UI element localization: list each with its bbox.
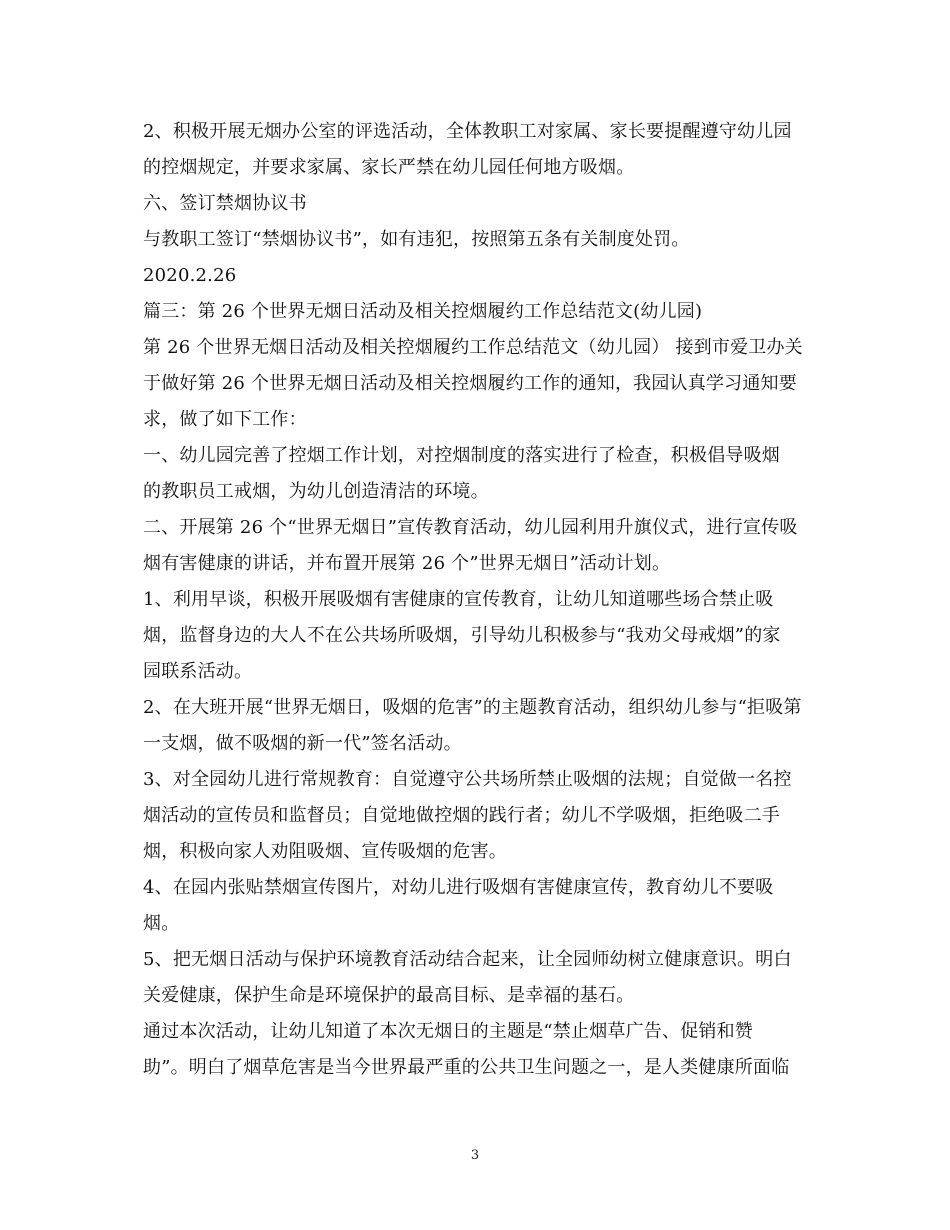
text-line-8: 于做好第 26 个世界无烟日活动及相关控烟履约工作的通知，我园认真学习通知要 xyxy=(143,373,797,394)
text-line-14: 1、利用早谈，积极开展吸烟有害健康的宣传教育，让幼儿知道哪些场合禁止吸 xyxy=(143,589,774,610)
date-line: 2020.2.26 xyxy=(143,265,237,286)
text-line-18: 一支烟，做不吸烟的新一代”签名活动。 xyxy=(143,733,462,754)
text-line-16: 园联系活动。 xyxy=(143,661,253,682)
text-line-7: 第 26 个世界无烟日活动及相关控烟履约工作总结范文（幼儿园） 接到市爱卫办关 xyxy=(143,337,803,358)
text-line-26: 通过本次活动，让幼儿知道了本次无烟日的主题是“禁止烟草广告、促销和赞 xyxy=(143,1021,753,1042)
text-line-23: 烟。 xyxy=(143,913,180,934)
text-line-25: 关爱健康，保护生命是环境保护的最高目标、是幸福的基石。 xyxy=(143,985,635,1006)
text-line-2: 的控烟规定，并要求家属、家长严禁在幼儿园任何地方吸烟。 xyxy=(143,157,635,178)
text-line-27: 助”。明白了烟草危害是当今世界最严重的公共卫生问题之一，是人类健康所面临 xyxy=(143,1057,790,1078)
text-line-11: 的教职员工戒烟，为幼儿创造清洁的环境。 xyxy=(143,481,489,502)
text-line-10: 一、幼儿园完善了控烟工作计划，对控烟制度的落实进行了检查，积极倡导吸烟 xyxy=(143,445,780,466)
text-line-13: 烟有害健康的讲话，并布置开展第 26 个”世界无烟日”活动计划。 xyxy=(143,553,671,574)
text-line-9: 求，做了如下工作： xyxy=(143,409,307,430)
page-number: 3 xyxy=(470,1148,480,1163)
text-line-17: 2、在大班开展“世界无烟日，吸烟的危害”的主题教育活动，组织幼儿参与“拒吸第 xyxy=(143,697,802,718)
text-line-1: 2、积极开展无烟办公室的评选活动，全体教职工对家属、家长要提醒遵守幼儿园 xyxy=(143,121,792,142)
text-line-4: 与教职工签订“禁烟协议书”，如有违犯，按照第五条有关制度处罚。 xyxy=(143,229,690,250)
text-line-21: 烟，积极向家人劝阻吸烟、宣传吸烟的危害。 xyxy=(143,841,507,862)
text-line-19: 3、对全园幼儿进行常规教育：自觉遵守公共场所禁止吸烟的法规；自觉做一名控 xyxy=(143,769,792,790)
text-line-22: 4、在园内张贴禁烟宣传图片，对幼儿进行吸烟有害健康宣传，教育幼儿不要吸 xyxy=(143,877,774,898)
text-line-24: 5、把无烟日活动与保护环境教育活动结合起来，让全园师幼树立健康意识。明白 xyxy=(143,949,792,970)
text-line-15: 烟，监督身边的大人不在公共场所吸烟，引导幼儿积极参与“我劝父母戒烟”的家 xyxy=(143,625,781,646)
text-line-20: 烟活动的宣传员和监督员；自觉地做控烟的践行者；幼儿不学吸烟，拒绝吸二手 xyxy=(143,805,780,826)
article-title: 篇三：第 26 个世界无烟日活动及相关控烟履约工作总结范文(幼儿园) xyxy=(143,301,703,322)
section-heading-sign-agreement: 六、签订禁烟协议书 xyxy=(143,193,307,214)
text-line-12: 二、开展第 26 个“世界无烟日”宣传教育活动，幼儿园利用升旗仪式，进行宣传吸 xyxy=(143,517,798,538)
